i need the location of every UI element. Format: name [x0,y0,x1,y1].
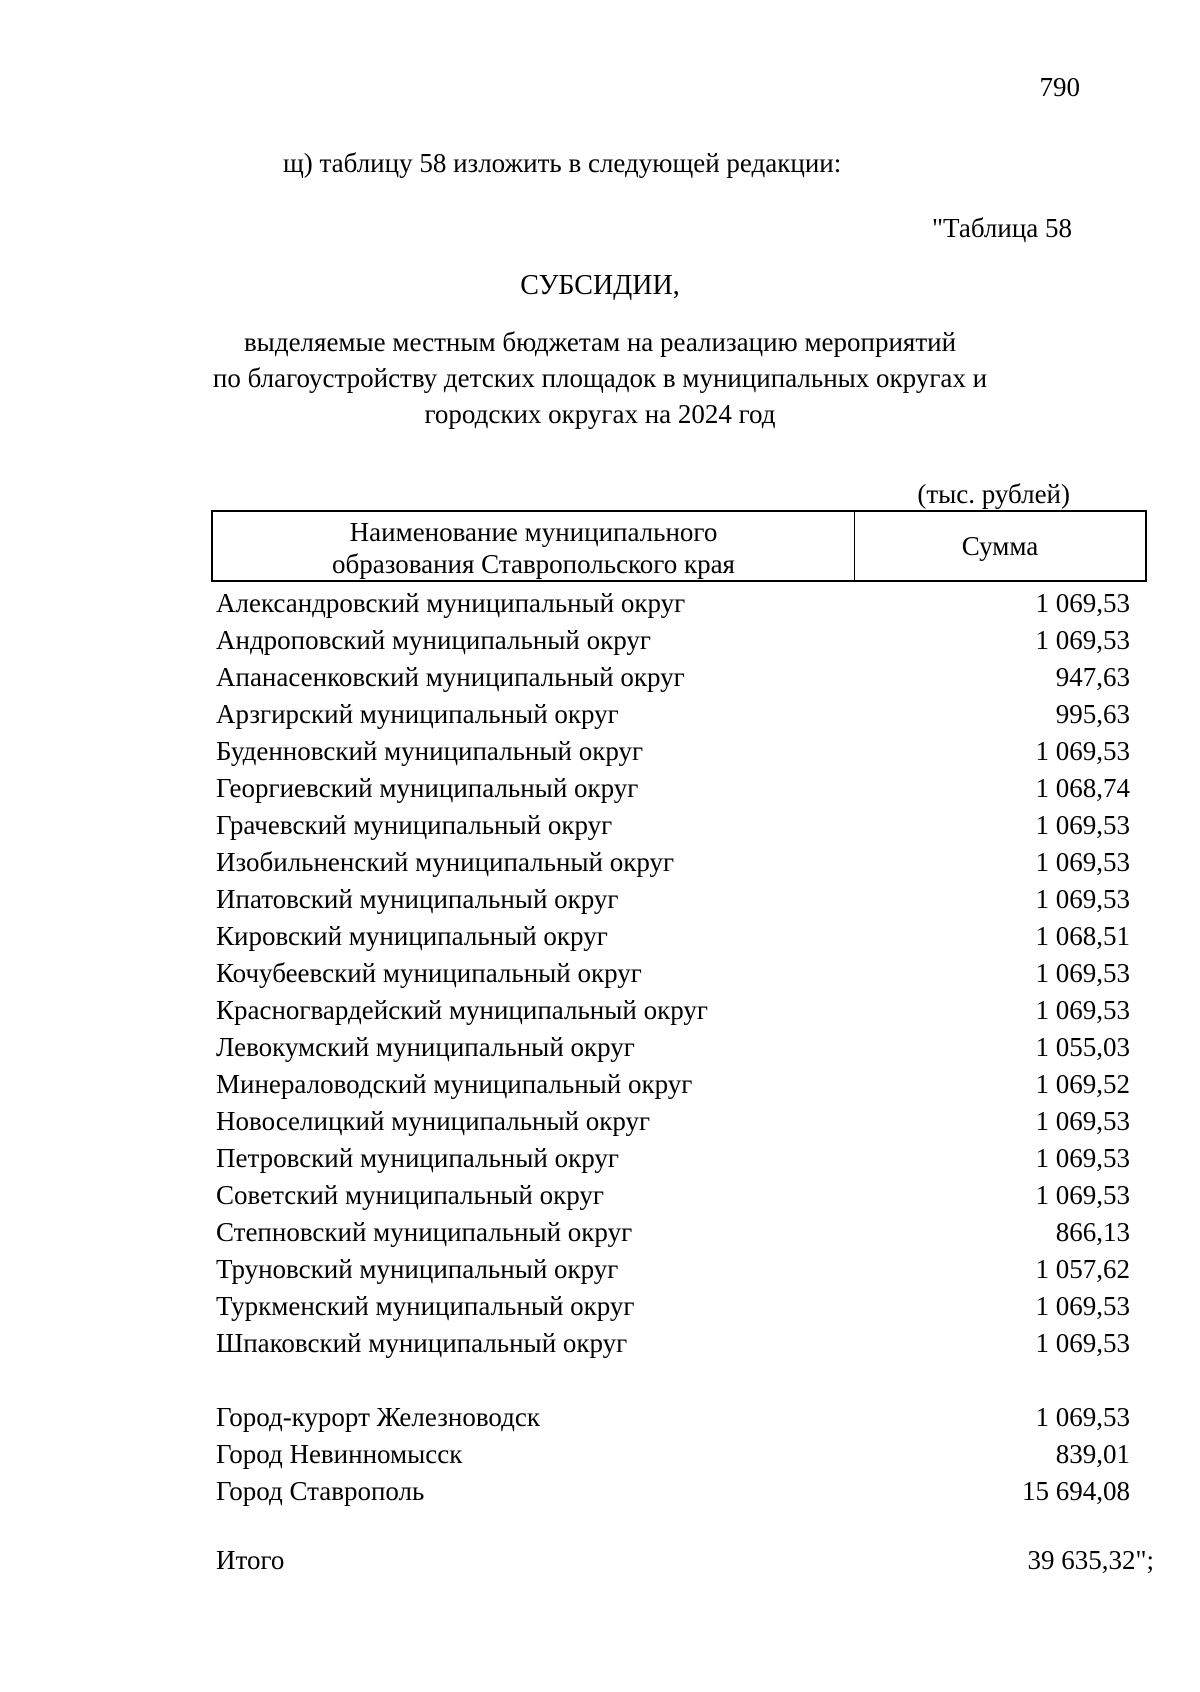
table-row [216,1473,1130,1510]
row-name: Кировский муниципальный округ [216,921,608,951]
table-body [216,585,1130,1510]
row-value: 1 069,53 [1035,1180,1130,1210]
row-name: Изобильненский муниципальный округ [216,847,675,877]
row-value: 1 069,53 [1035,1328,1130,1358]
table-row [216,585,1130,622]
row-value: 1 057,62 [1035,1254,1130,1284]
table-label: "Таблица 58 [932,213,1072,243]
subtitle-line: городских округах на 2024 год [424,399,776,429]
row-name: Минераловодский муниципальный округ [216,1069,693,1099]
row-name: Туркменский муниципальный округ [216,1291,635,1321]
row-value: 995,63 [1055,699,1130,729]
row-name: Степновский муниципальный округ [216,1217,633,1247]
row-name: Шпаковский муниципальный округ [216,1328,628,1358]
row-value: 1 069,53 [1035,1106,1130,1136]
table-row [216,659,1130,696]
header-name-line: Наименование муниципального [349,517,718,547]
table-row [216,1399,1130,1436]
table-row [216,1140,1130,1177]
row-value: 1 068,51 [1035,921,1130,951]
table-row [216,1029,1130,1066]
row-name: Город Ставрополь [216,1476,425,1506]
row-value: 1 069,53 [1035,1291,1130,1321]
row-name: Левокумский муниципальный округ [216,1032,635,1062]
table-row [216,844,1130,881]
row-value: 1 069,52 [1035,1069,1130,1099]
row-value: 1 055,03 [1035,1032,1130,1062]
table-row [216,733,1130,770]
table-row [216,955,1130,992]
header-name-cell [213,512,855,580]
table-row [216,1214,1130,1251]
row-value: 1 069,53 [1035,1143,1130,1173]
row-value: 1 069,53 [1035,995,1130,1025]
row-value: 1 069,53 [1035,810,1130,840]
row-value: 866,13 [1055,1217,1130,1247]
total-row [216,1545,1154,1576]
row-name: Георгиевский муниципальный округ [216,773,639,803]
page-number: 790 [1039,72,1080,102]
row-value: 1 069,53 [1035,625,1130,655]
table-row [216,696,1130,733]
document-title: СУБСИДИИ, [520,270,680,301]
table-row [216,881,1130,918]
header-sum-cell: Сумма [961,530,1039,561]
row-value: 839,01 [1055,1439,1130,1469]
table-row [216,770,1130,807]
row-name: Советский муниципальный округ [216,1180,604,1210]
row-name: Андроповский муниципальный округ [216,625,651,655]
row-value: 1 069,53 [1035,958,1130,988]
row-value: 947,63 [1055,662,1130,692]
row-name: Ипатовский муниципальный округ [216,884,619,914]
table-row [216,1177,1130,1214]
row-name: Красногвардейский муниципальный округ [216,995,708,1025]
intro-text: щ) таблицу 58 изложить в следующей редакции: [283,148,842,178]
units-label: (тыс. рублей) [917,479,1070,509]
header-name-line: образования Ставропольского края [332,549,735,579]
row-name: Арзгирский муниципальный округ [216,699,619,729]
table-row [216,807,1130,844]
table-row [216,1251,1130,1288]
row-name: Кочубеевский муниципальный округ [216,958,642,988]
table-row [216,1103,1130,1140]
section-spacer [216,1362,1130,1399]
row-name: Петровский муниципальный округ [216,1143,619,1173]
total-value: 39 635,32"; [1027,1545,1154,1575]
row-name: Город-курорт Железноводск [216,1402,540,1432]
row-value: 1 069,53 [1035,588,1130,618]
row-value: 1 068,74 [1035,773,1130,803]
row-name: Грачевский муниципальный округ [216,810,613,840]
table-row [216,992,1130,1029]
table-row [216,1325,1130,1362]
row-value: 15 694,08 [1022,1476,1130,1506]
row-name: Новоселицкий муниципальный округ [216,1106,651,1136]
table-row [216,1066,1130,1103]
table-row [216,622,1130,659]
row-name: Александровский муниципальный округ [216,588,686,618]
subtitle-line: выделяемые местным бюджетам на реализацию мероприятий [243,327,957,357]
total-label: Итого [216,1545,285,1575]
subtitle-line: по благоустройству детских площадок в муниципальных округах и [212,363,988,393]
table-row [216,1288,1130,1325]
row-name: Апанасенковский муниципальный округ [216,662,685,692]
document-subtitle [0,324,1200,432]
row-name: Буденновский муниципальный округ [216,736,644,766]
row-value: 1 069,53 [1035,847,1130,877]
table-header [211,510,1147,582]
table-row [216,1436,1130,1473]
row-value: 1 069,53 [1035,736,1130,766]
row-value: 1 069,53 [1035,884,1130,914]
row-value: 1 069,53 [1035,1402,1130,1432]
row-name: Город Невинномысск [216,1439,463,1469]
table-row [216,918,1130,955]
row-name: Труновский муниципальный округ [216,1254,619,1284]
